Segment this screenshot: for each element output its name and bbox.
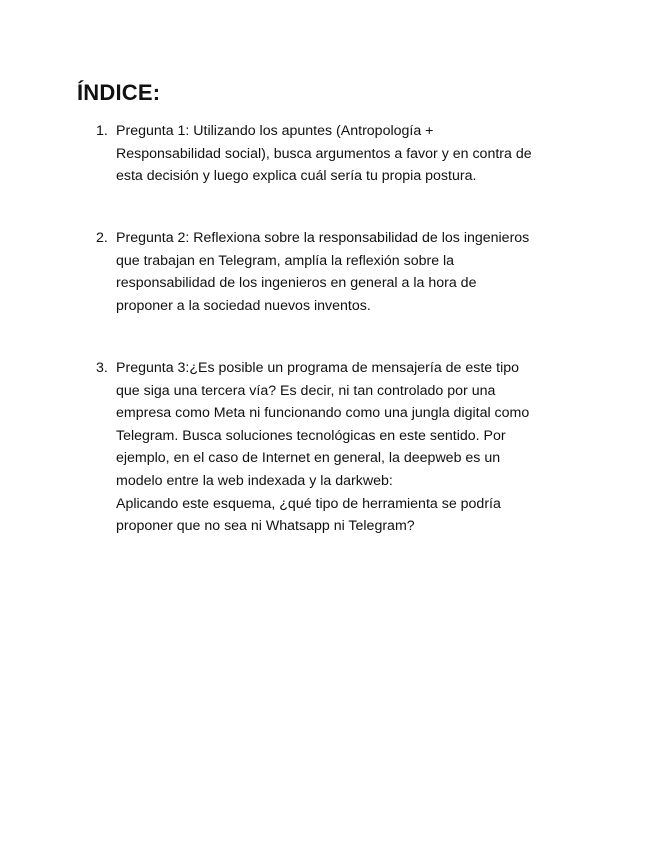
- list-item-question-2: [96, 227, 586, 317]
- text-line: Aplicando este esquema, ¿qué tipo de herramienta se podría: [116, 495, 501, 512]
- list-item-question-3: [96, 357, 586, 538]
- text-line: proponer a la sociedad nuevos inventos.: [116, 297, 371, 314]
- text-line: Telegram. Busca soluciones tecnológicas en este sentido. Por: [116, 427, 506, 444]
- list-item-text: [116, 227, 586, 317]
- text-line: modelo entre la web indexada y la darkweb:: [116, 472, 393, 489]
- page-title: ÍNDICE:: [77, 80, 161, 105]
- list-item-text: [116, 357, 586, 538]
- text-line: ejemplo, en el caso de Internet en general, la deepweb es un: [116, 450, 501, 467]
- list-item-number: 2.: [96, 230, 108, 246]
- text-line: proponer que no sea ni Whatsapp ni Telegram?: [116, 518, 415, 535]
- list-item-number: 3.: [96, 360, 108, 376]
- text-line: Pregunta 2: Reflexiona sobre la responsabilidad de los ingenieros: [116, 230, 530, 246]
- list-item-question-1: [96, 120, 586, 188]
- text-line: esta decisión y luego explica cuál sería tu propia postura.: [116, 168, 477, 185]
- text-line: que siga una tercera vía? Es decir, ni tan controlado por una: [116, 382, 496, 399]
- text-line: que trabajan en Telegram, amplía la reflexión sobre la: [116, 252, 455, 269]
- text-line: Pregunta 3:¿Es posible un programa de mensajería de este tipo: [116, 360, 520, 376]
- text-line: Responsabilidad social), busca argumentos a favor y en contra de: [116, 145, 532, 162]
- text-line: Pregunta 1: Utilizando los apuntes (Antropología +: [116, 123, 434, 139]
- list-item-text: [116, 120, 586, 188]
- text-line: responsabilidad de los ingenieros en general a la hora de: [116, 275, 477, 292]
- text-line: empresa como Meta ni funcionando como una jungla digital como: [116, 405, 530, 422]
- list-item-number: 1.: [96, 123, 108, 139]
